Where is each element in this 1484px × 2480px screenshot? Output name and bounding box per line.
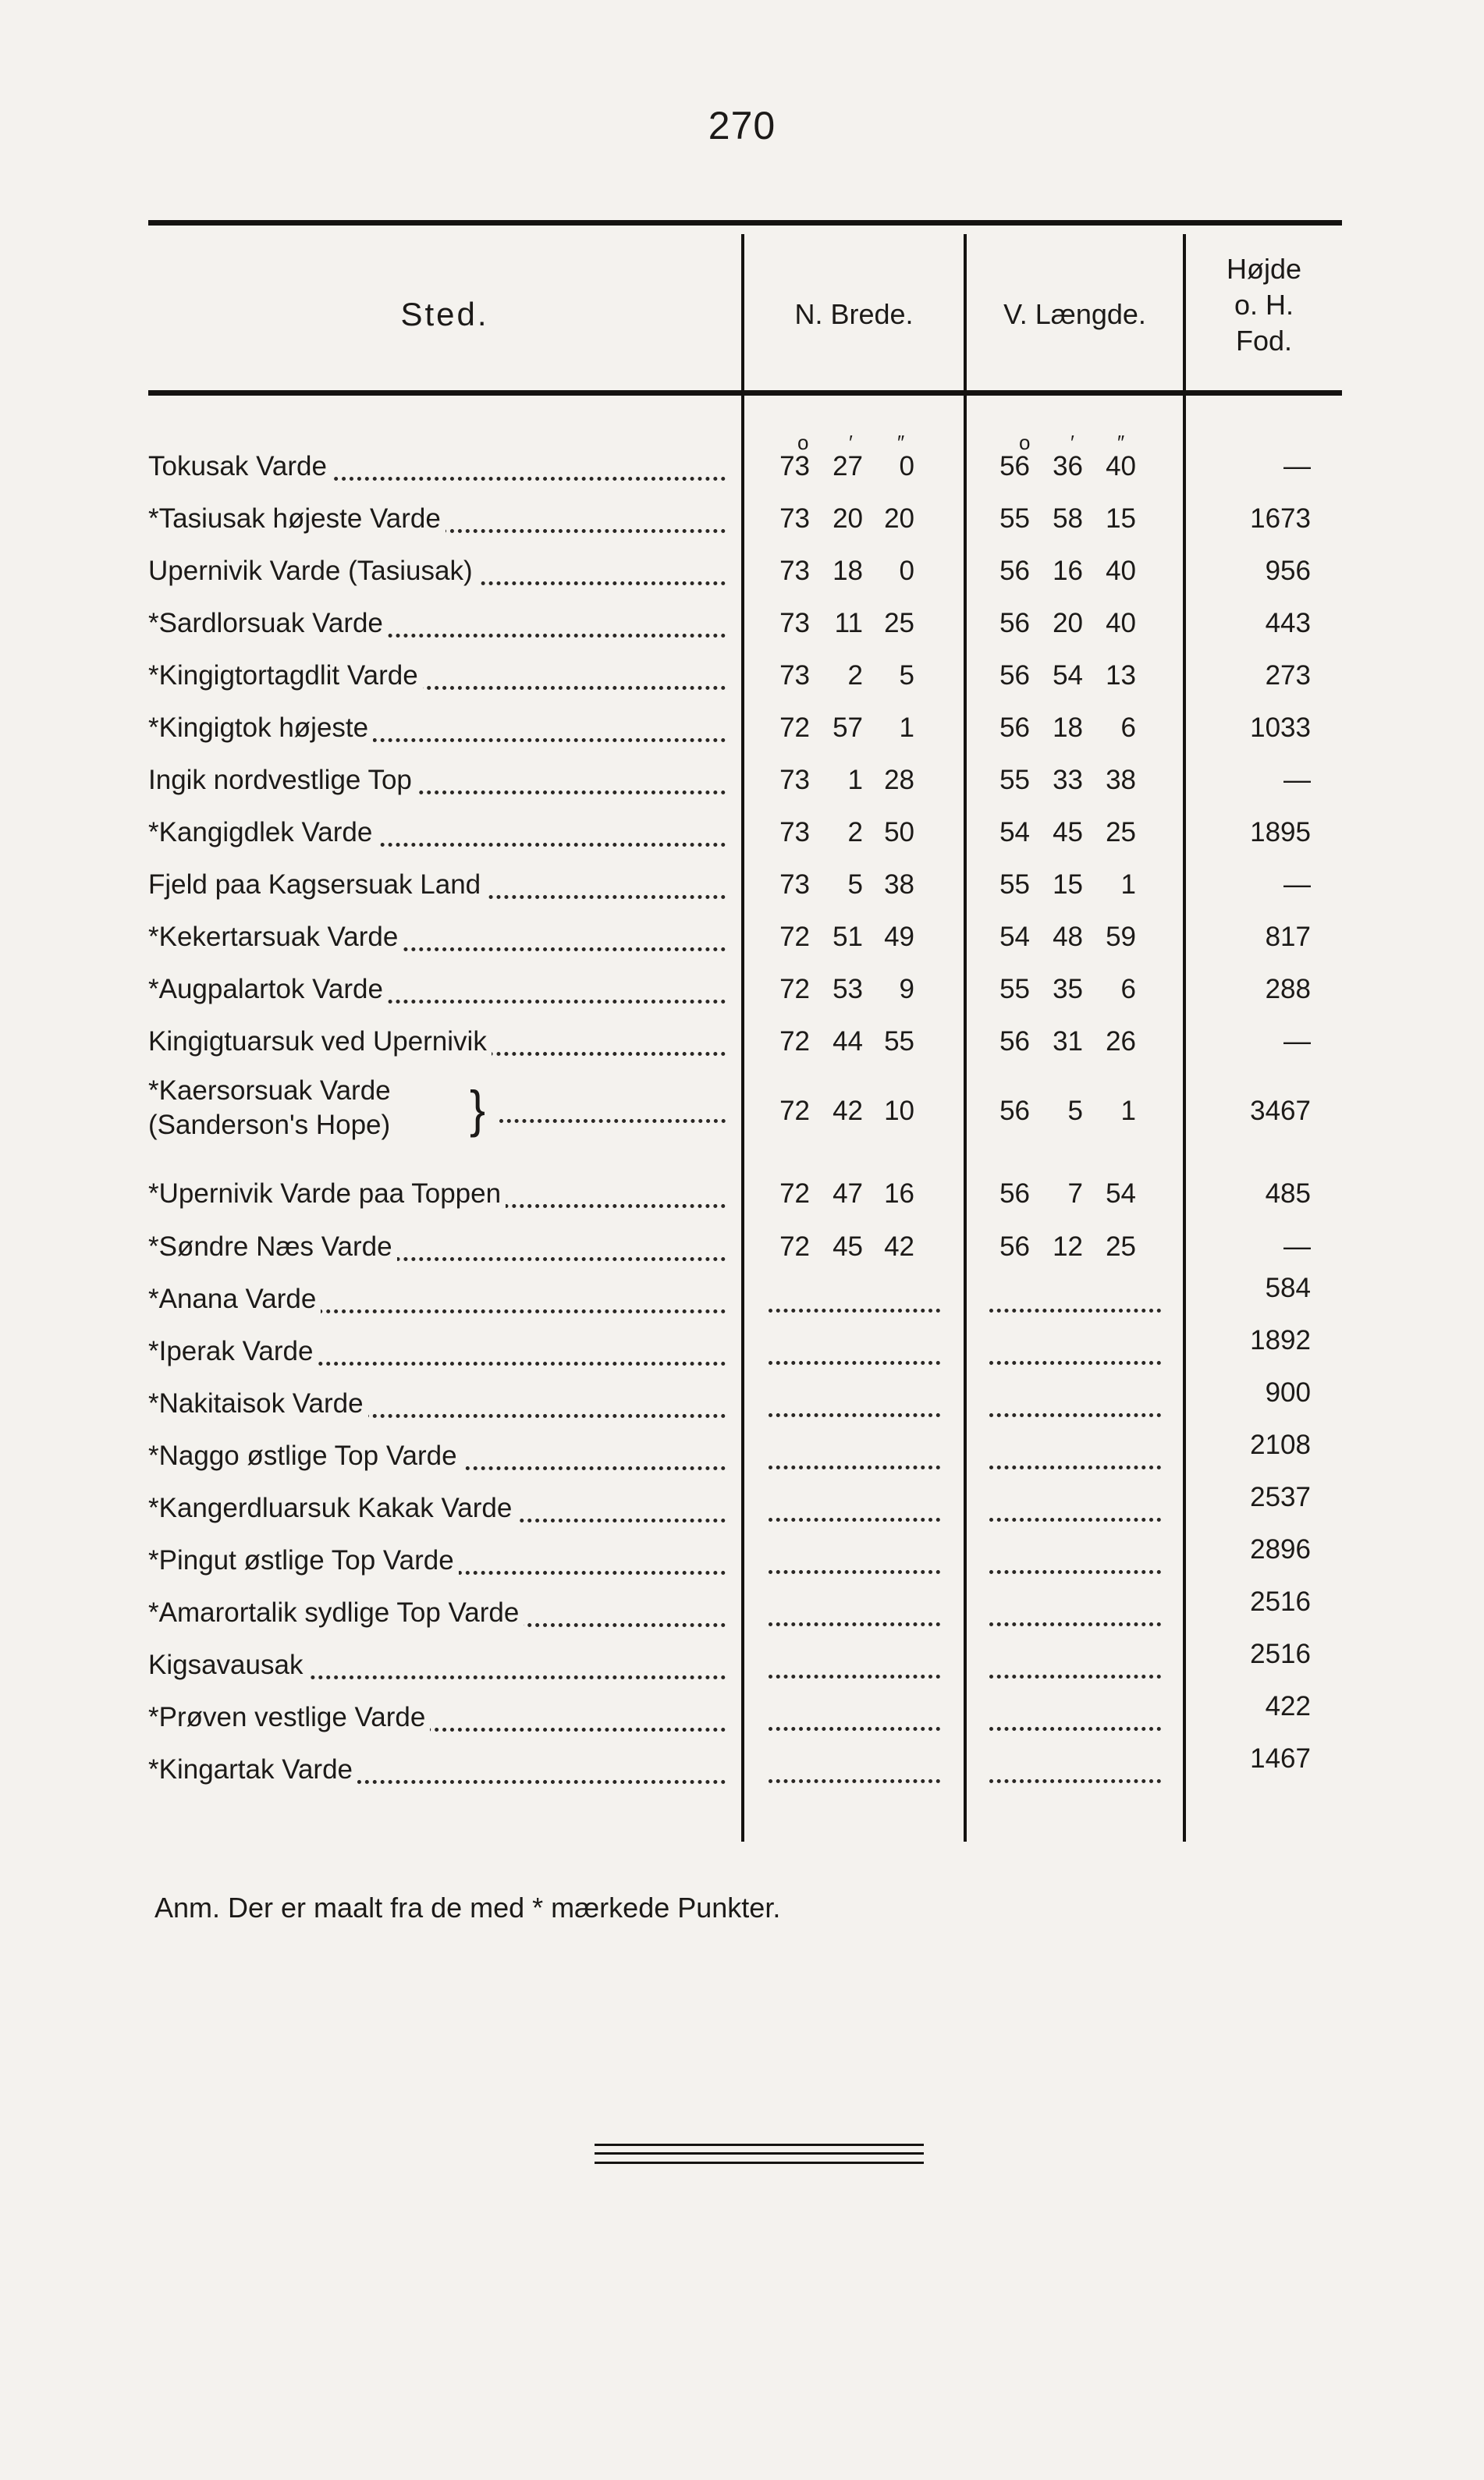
place-name-text: *Kingigtok højeste: [148, 712, 373, 743]
brace-glyph: }: [470, 1080, 486, 1139]
latitude-value: 20: [884, 503, 914, 534]
latitude-value: 49: [884, 922, 914, 952]
height-value: 956: [1265, 556, 1311, 586]
place-name-text: *Kingigtortagdlit Varde: [148, 660, 423, 691]
latitude-value: 9: [899, 974, 914, 1004]
longitude-value: 38: [1106, 765, 1136, 795]
height-value: 288: [1265, 974, 1311, 1004]
longitude-value: 25: [1106, 1231, 1136, 1262]
place-name-text: *Amarortalik sydlige Top Varde: [148, 1597, 524, 1628]
place-name-text: Kigsavausak: [148, 1650, 307, 1680]
longitude-value: 1: [1120, 1096, 1136, 1126]
lat-minute-mark: ′: [849, 431, 853, 454]
place-name-text: *Kangigdlek Varde: [148, 817, 377, 847]
height-value: —: [1283, 1231, 1311, 1262]
place-name-text: *Kekertarsuak Varde: [148, 922, 403, 952]
longitude-value: 31: [1053, 1026, 1083, 1057]
height-value: 443: [1265, 608, 1311, 638]
place-name: [148, 608, 726, 644]
header-bredde: N. Brede.: [794, 298, 914, 330]
longitude-value: 54: [1053, 660, 1083, 691]
longitude-value: 56: [999, 1178, 1030, 1209]
lon-degree-mark: o: [1019, 431, 1031, 454]
height-value: 1895: [1250, 817, 1311, 847]
header-laengde: V. Længde.: [1003, 298, 1146, 330]
latitude-value: 72: [779, 1178, 810, 1209]
lat-second-mark: ″: [897, 431, 905, 454]
place-name: [148, 974, 726, 1010]
place-name-text: *Nakitaisok Varde: [148, 1388, 368, 1419]
longitude-value: 45: [1053, 817, 1083, 847]
place-name-text: Kingigtuarsuk ved Upernivik: [148, 1026, 492, 1057]
latitude-value: 2: [847, 817, 863, 847]
latitude-value: 72: [779, 712, 810, 743]
latitude-placeholder: [769, 1413, 940, 1417]
latitude-value: 50: [884, 817, 914, 847]
place-name: [148, 869, 726, 905]
place-name-text: *Augpalartok Varde: [148, 974, 388, 1004]
footnote: Anm. Der er maalt fra de med * mærkede Punkter.: [154, 1892, 781, 1924]
longitude-value: 55: [999, 974, 1030, 1004]
height-value: 1892: [1250, 1325, 1311, 1355]
latitude-value: 44: [833, 1026, 863, 1057]
lat-degree-mark: o: [797, 431, 809, 454]
longitude-value: 26: [1106, 1026, 1136, 1057]
latitude-value: 72: [779, 1231, 810, 1262]
longitude-value: 54: [1106, 1178, 1136, 1209]
latitude-value: 25: [884, 608, 914, 638]
place-name-text: *Iperak Varde: [148, 1336, 318, 1366]
latitude-value: 42: [833, 1096, 863, 1126]
latitude-placeholder: [769, 1518, 940, 1522]
latitude-value: 20: [833, 503, 863, 534]
longitude-value: 56: [999, 712, 1030, 743]
place-name: [148, 1336, 726, 1372]
longitude-value: 56: [999, 1026, 1030, 1057]
column-divider-3: [1183, 234, 1186, 1842]
place-name: [148, 922, 726, 958]
place-name-text: *Naggo østlige Top Varde: [148, 1441, 462, 1471]
longitude-value: 40: [1106, 608, 1136, 638]
longitude-value: 36: [1053, 451, 1083, 481]
longitude-placeholder: [989, 1675, 1161, 1679]
latitude-value: 1: [899, 712, 914, 743]
latitude-value: 1: [847, 765, 863, 795]
height-value: —: [1283, 1026, 1311, 1057]
longitude-value: 56: [999, 1231, 1030, 1262]
latitude-value: 2: [847, 660, 863, 691]
latitude-value: 73: [779, 660, 810, 691]
longitude-placeholder: [989, 1413, 1161, 1417]
latitude-value: 73: [779, 869, 810, 900]
height-value: 2108: [1250, 1430, 1311, 1460]
latitude-value: 10: [884, 1096, 914, 1126]
latitude-value: 0: [899, 451, 914, 481]
latitude-value: 72: [779, 1026, 810, 1057]
place-name-text: Upernivik Varde (Tasiusak): [148, 556, 478, 586]
longitude-placeholder: [989, 1779, 1161, 1783]
height-value: 1033: [1250, 712, 1311, 743]
latitude-value: 73: [779, 556, 810, 586]
place-name-line2: [148, 1110, 476, 1146]
page-number: 270: [708, 104, 776, 147]
longitude-value: 54: [999, 922, 1030, 952]
longitude-value: 15: [1053, 869, 1083, 900]
height-value: —: [1283, 451, 1311, 481]
longitude-placeholder: [989, 1622, 1161, 1626]
place-name-text: *Sardlorsuak Varde: [148, 608, 388, 638]
place-name: [148, 1231, 726, 1267]
place-name: [148, 1075, 476, 1111]
longitude-value: 40: [1106, 556, 1136, 586]
latitude-value: 45: [833, 1231, 863, 1262]
place-name: [148, 817, 726, 853]
place-name-text: *Kangerdluarsuk Kakak Varde: [148, 1493, 517, 1523]
longitude-value: 55: [999, 869, 1030, 900]
top-rule: [148, 220, 1342, 226]
longitude-value: 54: [999, 817, 1030, 847]
place-name-text: *Kingartak Varde: [148, 1754, 357, 1785]
latitude-placeholder: [769, 1727, 940, 1731]
footer-rule-1: [595, 2144, 924, 2146]
header-sted: Sted.: [400, 296, 489, 332]
place-name: [148, 1754, 726, 1790]
place-name-text: Tokusak Varde: [148, 451, 332, 481]
latitude-placeholder: [769, 1309, 940, 1313]
height-value: —: [1283, 765, 1311, 795]
dot-leader: [499, 1119, 726, 1123]
longitude-value: 20: [1053, 608, 1083, 638]
latitude-value: 73: [779, 608, 810, 638]
latitude-value: 72: [779, 922, 810, 952]
header-hojde-line2: o. H.: [1234, 289, 1294, 321]
place-name: [148, 556, 726, 592]
longitude-value: 56: [999, 660, 1030, 691]
longitude-value: 40: [1106, 451, 1136, 481]
longitude-value: 48: [1053, 922, 1083, 952]
place-name: [148, 1650, 726, 1686]
longitude-value: 33: [1053, 765, 1083, 795]
footer-rule-3: [595, 2162, 924, 2164]
longitude-value: 15: [1106, 503, 1136, 534]
place-name: [148, 451, 726, 487]
longitude-value: 13: [1106, 660, 1136, 691]
column-divider-2: [964, 234, 967, 1842]
longitude-value: 55: [999, 765, 1030, 795]
lon-second-mark: ″: [1117, 431, 1125, 454]
latitude-value: 38: [884, 869, 914, 900]
latitude-value: 5: [847, 869, 863, 900]
height-value: 2896: [1250, 1534, 1311, 1565]
height-value: 3467: [1250, 1096, 1311, 1126]
height-value: 584: [1265, 1273, 1311, 1303]
latitude-value: 51: [833, 922, 863, 952]
place-name: [148, 1441, 726, 1476]
latitude-value: 73: [779, 817, 810, 847]
place-name-text: *Prøven vestlige Varde: [148, 1702, 430, 1732]
height-value: —: [1283, 869, 1311, 900]
latitude-value: 16: [884, 1178, 914, 1209]
column-divider-1: [741, 234, 744, 1842]
height-value: 900: [1265, 1377, 1311, 1408]
longitude-value: 12: [1053, 1231, 1083, 1262]
latitude-value: 73: [779, 765, 810, 795]
longitude-value: 1: [1120, 869, 1136, 900]
place-name: [148, 1026, 726, 1062]
latitude-value: 11: [834, 608, 863, 638]
place-name: [148, 503, 726, 539]
height-value: 817: [1265, 922, 1311, 952]
longitude-value: 56: [999, 1096, 1030, 1126]
latitude-value: 57: [833, 712, 863, 743]
latitude-value: 27: [833, 451, 863, 481]
height-value: 273: [1265, 660, 1311, 691]
longitude-value: 18: [1053, 712, 1083, 743]
latitude-placeholder: [769, 1622, 940, 1626]
place-name: [148, 765, 726, 801]
longitude-placeholder: [989, 1466, 1161, 1469]
latitude-value: 0: [899, 556, 914, 586]
latitude-placeholder: [769, 1675, 940, 1679]
longitude-value: 25: [1106, 817, 1136, 847]
place-name-text: *Upernivik Varde paa Toppen: [148, 1178, 506, 1209]
place-name-text: *Søndre Næs Varde: [148, 1231, 397, 1262]
height-value: 422: [1265, 1691, 1311, 1721]
longitude-placeholder: [989, 1518, 1161, 1522]
latitude-placeholder: [769, 1779, 940, 1783]
place-name-text: *Tasiusak højeste Varde: [148, 503, 446, 534]
longitude-placeholder: [989, 1361, 1161, 1365]
header-hojde: [1186, 251, 1342, 359]
place-name-text: *Kaersorsuak Varde: [148, 1075, 396, 1106]
latitude-placeholder: [769, 1361, 940, 1365]
place-name: [148, 1545, 726, 1581]
latitude-value: 42: [884, 1231, 914, 1262]
place-name: [148, 1493, 726, 1529]
height-value: 1467: [1250, 1743, 1311, 1774]
longitude-placeholder: [989, 1727, 1161, 1731]
longitude-placeholder: [989, 1570, 1161, 1574]
latitude-value: 47: [833, 1178, 863, 1209]
latitude-placeholder: [769, 1570, 940, 1574]
footer-rule-2: [595, 2152, 924, 2155]
longitude-value: 55: [999, 503, 1030, 534]
place-name: [148, 1178, 726, 1214]
place-name-text: Ingik nordvestlige Top: [148, 765, 417, 795]
latitude-value: 73: [779, 503, 810, 534]
place-name-text: Fjeld paa Kagsersuak Land: [148, 869, 485, 900]
header-bottom-rule: [148, 390, 1342, 396]
longitude-value: 35: [1053, 974, 1083, 1004]
latitude-value: 72: [779, 974, 810, 1004]
longitude-value: 16: [1053, 556, 1083, 586]
place-name: [148, 1702, 726, 1738]
place-name-text: *Pingut østlige Top Varde: [148, 1545, 459, 1576]
latitude-value: 55: [884, 1026, 914, 1057]
lon-minute-mark: ′: [1070, 431, 1074, 454]
header-hojde-line1: Højde: [1226, 253, 1302, 285]
height-value: 2516: [1250, 1639, 1311, 1669]
place-name: [148, 1284, 726, 1320]
height-value: 2516: [1250, 1586, 1311, 1617]
place-name: [148, 1388, 726, 1424]
height-value: 1673: [1250, 503, 1311, 534]
place-name-text: *Anana Varde: [148, 1284, 321, 1314]
latitude-value: 28: [884, 765, 914, 795]
latitude-placeholder: [769, 1466, 940, 1469]
place-name-text: (Sanderson's Hope): [148, 1110, 395, 1140]
longitude-value: 56: [999, 608, 1030, 638]
longitude-value: 58: [1053, 503, 1083, 534]
place-name: [148, 660, 726, 696]
height-value: 2537: [1250, 1482, 1311, 1512]
longitude-placeholder: [989, 1309, 1161, 1313]
longitude-value: 6: [1120, 712, 1136, 743]
latitude-value: 53: [833, 974, 863, 1004]
longitude-value: 7: [1067, 1178, 1083, 1209]
latitude-value: 73: [779, 451, 810, 481]
latitude-value: 5: [899, 660, 914, 691]
latitude-value: 18: [833, 556, 863, 586]
height-value: 485: [1265, 1178, 1311, 1209]
longitude-value: 56: [999, 451, 1030, 481]
longitude-value: 5: [1067, 1096, 1083, 1126]
longitude-value: 59: [1106, 922, 1136, 952]
latitude-value: 72: [779, 1096, 810, 1126]
longitude-value: 6: [1120, 974, 1136, 1004]
place-name: [148, 1597, 726, 1633]
longitude-value: 56: [999, 556, 1030, 586]
header-hojde-line3: Fod.: [1235, 325, 1293, 357]
place-name: [148, 712, 726, 748]
